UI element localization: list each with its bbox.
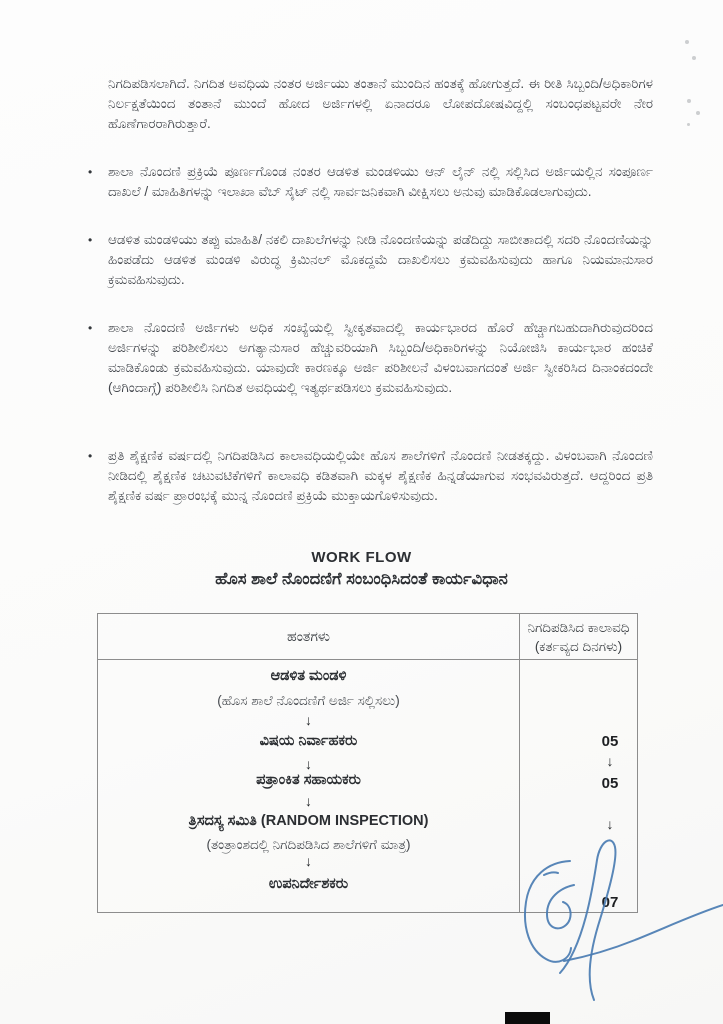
scan-speck (692, 56, 696, 60)
duration-value: 07 (601, 894, 619, 911)
scan-speck (685, 40, 689, 44)
flow-step-label: ತ್ರಿಸದಸ್ಯ ಸಮಿತಿ (RANDOM INSPECTION) (188, 813, 429, 829)
workflow-subtitle: ಹೊಸ ಶಾಲೆ ನೊಂದಣಿಗೆ ಸಂಬಂಧಿಸಿದಂತೆ ಕಾರ್ಯವಿಧಾನ (215, 570, 508, 588)
flow-column (98, 660, 520, 912)
bullet-text: ಆಡಳಿತ ಮಂಡಳಿಯು ತಪ್ಪು ಮಾಹಿತಿ/ ನಕಲಿ ದಾಖಲೆಗಳನ್ನು ನೀಡಿ ನೊಂದಣಿಯನ್ನು ಪಡೆದಿದ್ದು ಸಾಬೀತಾದಲ್ಲಿ ಸದರಿ ನೊಂದಣಿಯನ್ನು ಹಿಂಪಡೆದು ಆಡಳಿತ ಮಂಡಳಿ ವಿರುದ್ಧ ಕ್ರಿಮಿನಲ್ ಮೊಕದ್ದಮೆ ದಾಖಲಿಸಲು ಕ್ರಮವಹಿಸುವುದು ಹಾಗೂ ನಿಯಮಾನುಸಾರ ಕ್ರಮವಹಿಸುವುದು. (108, 232, 653, 287)
workflow-table (97, 613, 638, 913)
bullet-item (88, 446, 653, 546)
column-header-duration-line1: ನಿಗದಿಪಡಿಸಿದ ಕಾಲಾವಧಿ (527, 620, 630, 635)
bullet-item (88, 318, 653, 438)
down-arrow-icon: ↓ (305, 756, 312, 772)
bullet-text: ಶಾಲಾ ನೊಂದಣಿ ಪ್ರಕ್ರಿಯೆ ಪೂರ್ಣಗೊಂಡ ನಂತರ ಆಡಳಿತ ಮಂಡಳಿಯು ಆನ್ ಲೈನ್ ನಲ್ಲಿ ಸಲ್ಲಿಸಿದ ಅರ್ಜಿಯಲ್ಲಿನ ಸಂಪೂರ್ಣ ದಾಖಲೆ / ಮಾಹಿತಿಗಳನ್ನು ಇಲಾಖಾ ವೆಬ್ ಸೈಟ್ ನಲ್ಲಿ ಸಾರ್ವಜನಿಕವಾಗಿ ವೀಕ್ಷಿಸಲು ಅನುವು ಮಾಡಿಕೊಡಲಾಗುವುದು. (108, 164, 653, 199)
flow-step-label: ಪತ್ರಾಂಕಿತ ಸಹಾಯಕರು (256, 772, 361, 788)
flow-step-note: (ತಂತ್ರಾಂಶದಲ್ಲಿ ನಿಗದಿಪಡಿಸಿದ ಶಾಲೆಗಳಿಗೆ ಮಾತ್ರ) (206, 837, 411, 852)
bullet-icon: • (88, 165, 93, 179)
scan-speck (696, 111, 700, 115)
down-arrow-icon: ↓ (305, 712, 312, 728)
scan-speck (687, 99, 691, 103)
bullet-item (88, 162, 653, 222)
bullet-icon: • (88, 449, 93, 463)
flow-step-label: ಉಪನಿರ್ದೇಶಕರು (268, 876, 349, 892)
duration-column (520, 660, 637, 912)
bullet-item (88, 230, 653, 310)
column-header-duration-line2: (ಕರ್ತವ್ಯದ ದಿನಗಳು) (534, 639, 623, 654)
flow-step-note: (ಹೊಸ ಶಾಲೆ ನೊಂದಣಿಗೆ ಅರ್ಜಿ ಸಲ್ಲಿಸಲು) (217, 693, 400, 708)
table-body (98, 660, 637, 912)
workflow-title: WORK FLOW (311, 549, 412, 566)
table-header-row (98, 614, 637, 660)
duration-value: 05 (601, 733, 619, 750)
bullet-text: ಶಾಲಾ ನೊಂದಣಿ ಅರ್ಜಿಗಳು ಅಧಿಕ ಸಂಖ್ಯೆಯಲ್ಲಿ ಸ್ವೀಕೃತವಾದಲ್ಲಿ ಕಾರ್ಯಭಾರದ ಹೊರೆ ಹೆಚ್ಚಾಗಬಹುದಾಗಿರುವುದರಿಂದ ಅರ್ಜಿಗಳನ್ನು ಪರಿಶೀಲಿಸಲು ಅಗತ್ಯಾನುಸಾರ ಹೆಚ್ಚುವರಿಯಾಗಿ ಸಿಬ್ಬಂದಿ/ಅಧಿಕಾರಿಗಳನ್ನು ನಿಯೋಜಿಸಿ ಕಾರ್ಯಭಾರ ಹಂಚಿಕೆ ಮಾಡಿಕೊಂಡು ಕ್ರಮವಹಿಸುವುದು. ಯಾವುದೇ ಕಾರಣಕ್ಕೂ ಅರ್ಜಿ ಪರಿಶೀಲನೆ ವಿಳಂಬವಾಗದಂತೆ ಅರ್ಜಿ ಸ್ವೀಕರಿಸಿದ ದಿನಾಂಕದಂದೇ (ಆಗಿಂದಾಗ್ಗೆ) ಪರಿಶೀಲಿಸಿ ನಿಗದಿತ ಅವಧಿಯಲ್ಲಿ ಇತ್ಯರ್ಥಪಡಿಸಲು ಕ್ರಮವಹಿಸುವುದು. (108, 320, 653, 395)
down-arrow-icon: ↓ (606, 816, 614, 832)
column-header-duration (520, 614, 637, 659)
scan-speck (687, 123, 690, 126)
paragraph-continuation: ನಿಗದಿಪಡಿಸಲಾಗಿದೆ. ನಿಗದಿತ ಅವಧಿಯ ನಂತರ ಅರ್ಜಿಯು ತಂತಾನೆ ಮುಂದಿನ ಹಂತಕ್ಕೆ ಹೋಗುತ್ತದೆ. ಈ ರೀತಿ ಸಿಬ್ಬಂದಿ/ಅಧಿಕಾರಿಗಳ ನಿರ್ಲಕ್ಷತೆಯಿಂದ ತಂತಾನೆ ಮುಂದೆ ಹೋದ ಅರ್ಜಿಗಳಲ್ಲಿ ಏನಾದರೂ ಲೋಪದೋಷವಿದ್ದಲ್ಲಿ ಸಂಬಂಧಪಟ್ಟವರೇ ನೇರ ಹೊಣೆಗಾರರಾಗಿರುತ್ತಾರೆ. (108, 76, 653, 131)
down-arrow-icon: ↓ (606, 753, 614, 769)
flow-step-label: ಆಡಳಿತ ಮಂಡಳಿ (270, 668, 347, 684)
bullet-icon: • (88, 233, 93, 247)
duration-value: 05 (601, 775, 619, 792)
down-arrow-icon: ↓ (305, 853, 312, 869)
bullet-icon: • (88, 321, 93, 335)
bullet-text: ಪ್ರತಿ ಶೈಕ್ಷಣಿಕ ವರ್ಷದಲ್ಲಿ ನಿಗದಿಪಡಿಸಿದ ಕಾಲಾವಧಿಯಲ್ಲಿಯೇ ಹೊಸ ಶಾಲೆಗಳಿಗೆ ನೊಂದಣಿ ನೀಡತಕ್ಕದ್ದು. ವಿಳಂಬವಾಗಿ ನೊಂದಣಿ ನೀಡಿದಲ್ಲಿ ಶೈಕ್ಷಣಿಕ ಚಟುವಟಿಕೆಗಳಿಗೆ ಕಾಲಾವಧಿ ಕಡಿತವಾಗಿ ಮಕ್ಕಳ ಶೈಕ್ಷಣಿಕ ಹಿನ್ನಡೆಯಾಗುವ ಸಂಭವವಿರುತ್ತದೆ. ಆದ್ದರಿಂದ ಪ್ರತಿ ಶೈಕ್ಷಣಿಕ ವರ್ಷ ಪ್ರಾರಂಭಕ್ಕೆ ಮುನ್ನ ನೊಂದಣಿ ಪ್ರಕ್ರಿಯೆ ಮುಕ್ತಾಯಗೊಳಿಸುವುದು. (108, 448, 653, 503)
column-header-stages: ಹಂತಗಳು (98, 614, 520, 659)
down-arrow-icon: ↓ (305, 793, 312, 809)
body-text (88, 74, 653, 546)
redaction-mark (505, 1012, 550, 1024)
flow-step-label: ವಿಷಯ ನಿರ್ವಾಹಕರು (259, 733, 358, 749)
